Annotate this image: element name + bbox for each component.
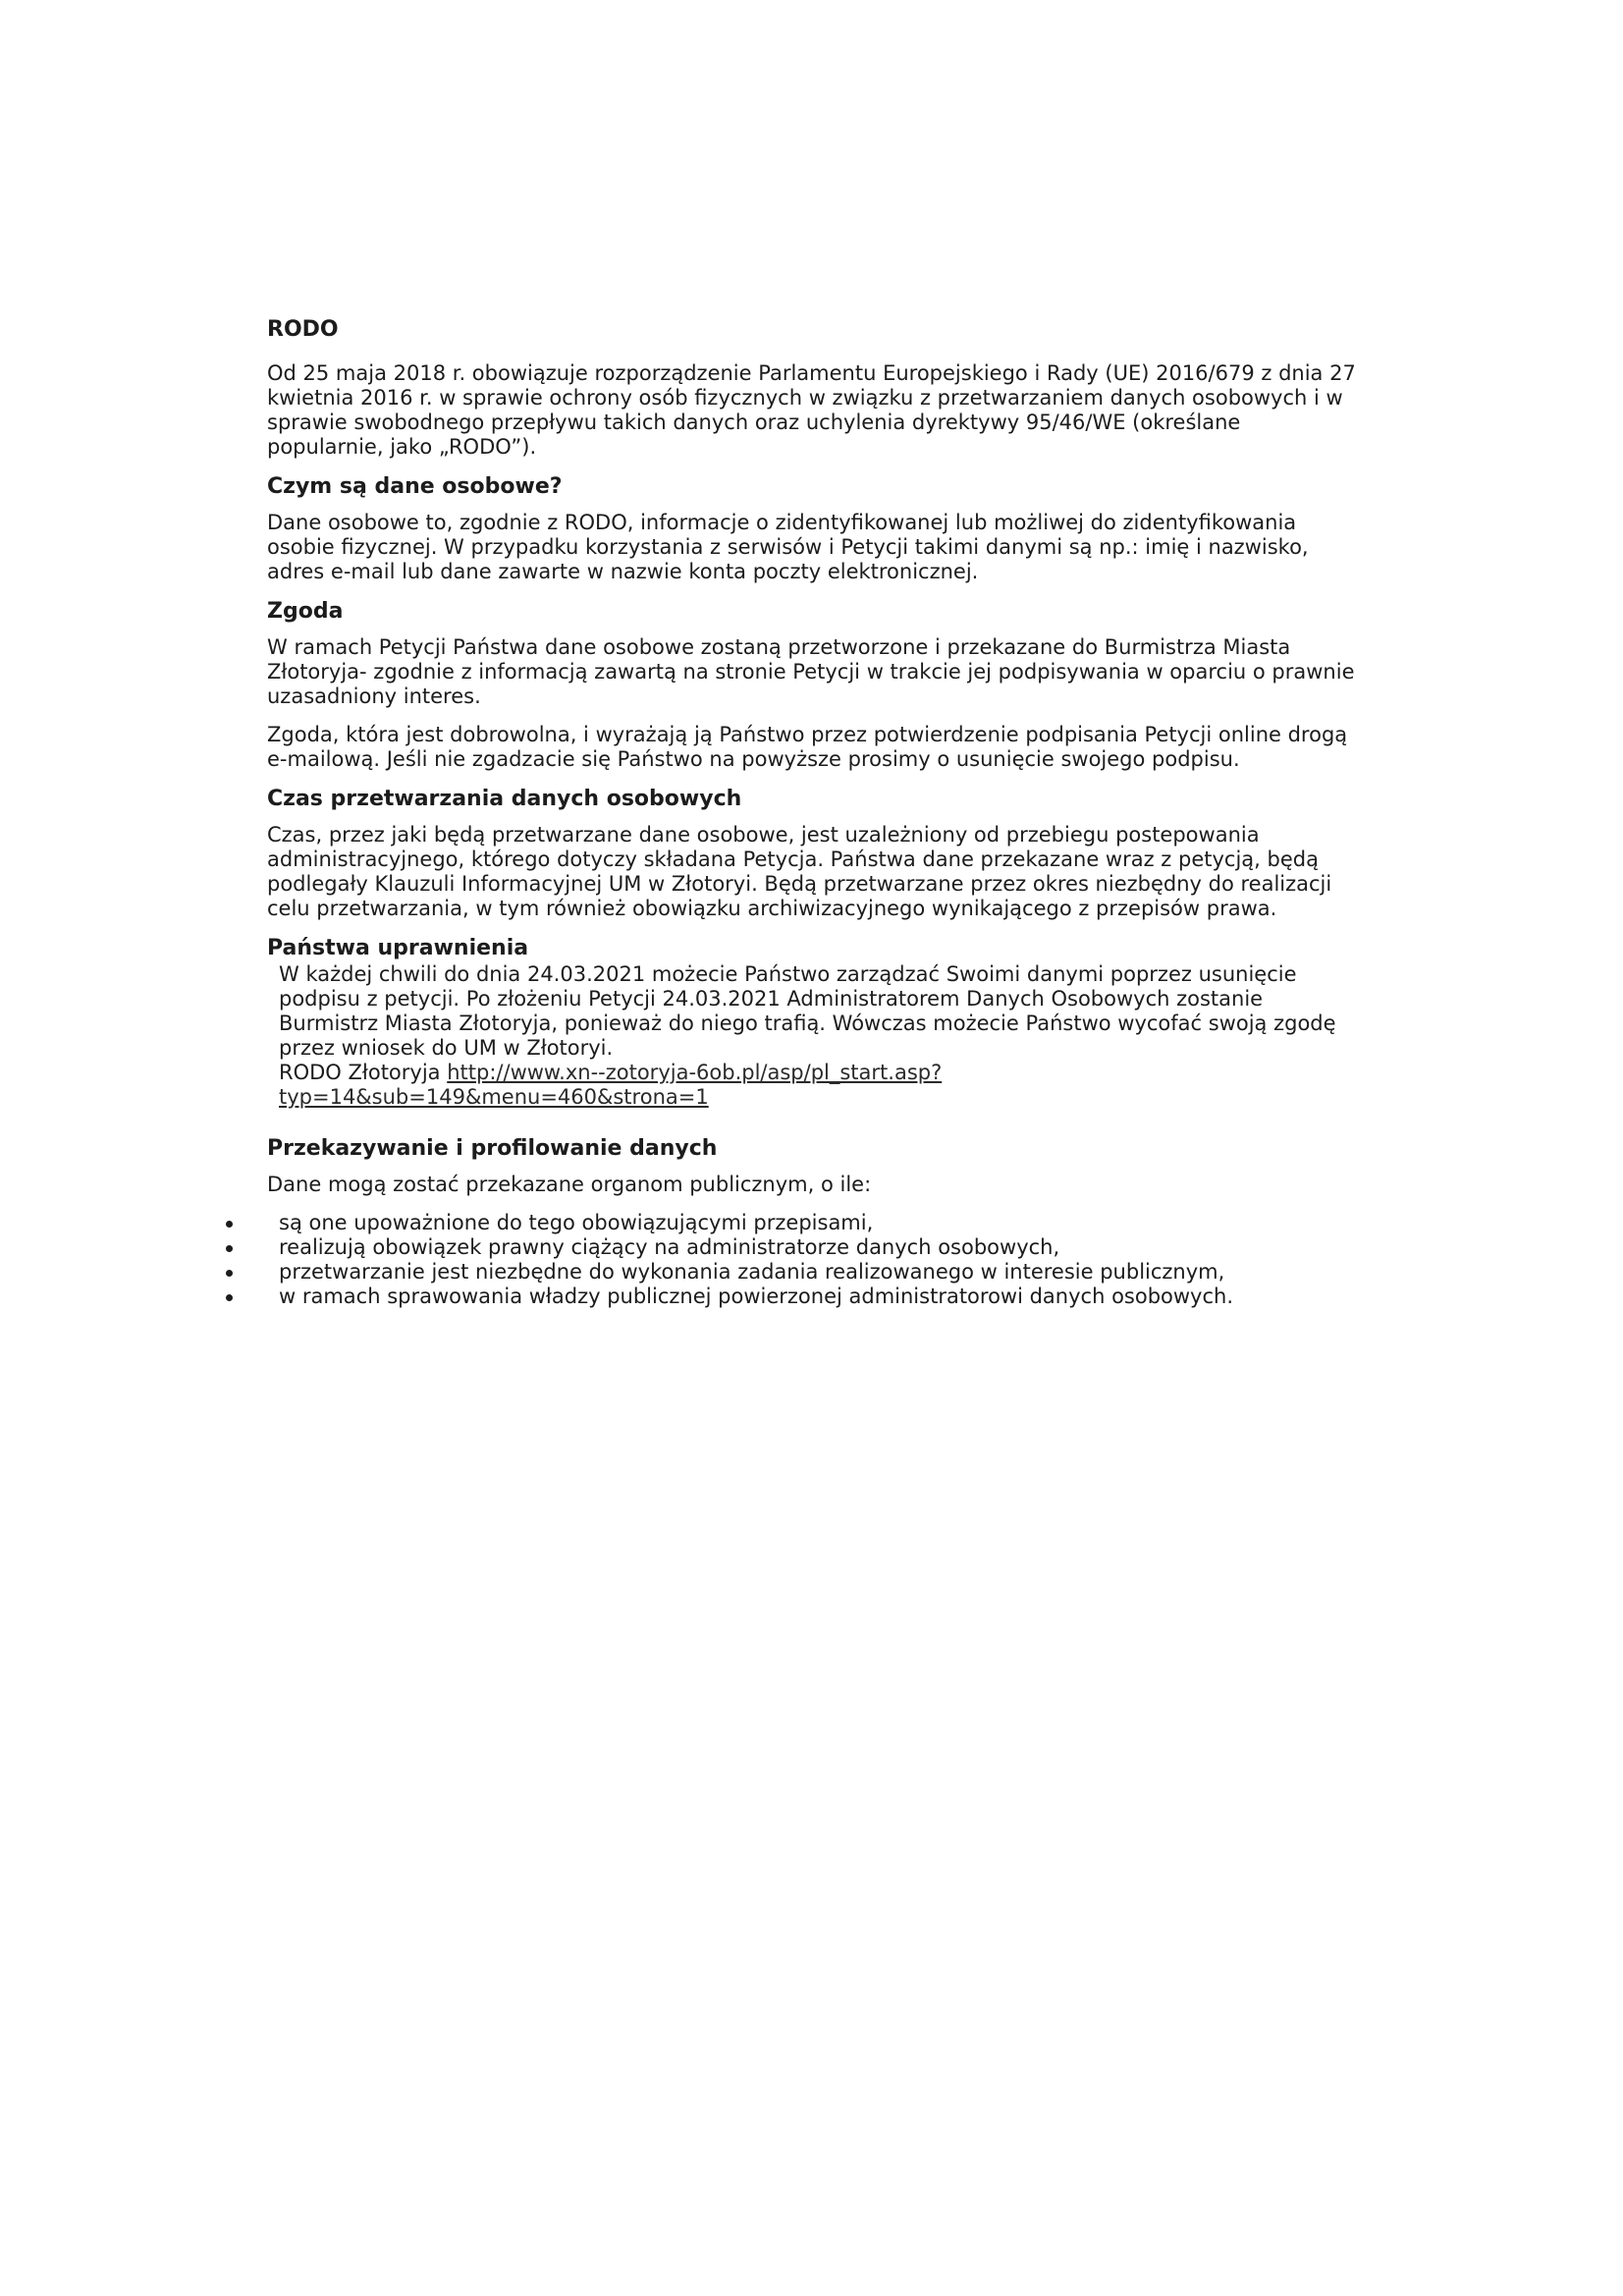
bullet-icon	[226, 1245, 233, 1252]
section-heading-transfer: Przekazywanie i profilowanie danych	[267, 1136, 718, 1161]
document-title: RODO	[267, 317, 339, 342]
section-heading-personal-data: Czym są dane osobowe?	[267, 474, 563, 499]
section-heading-rights: Państwa uprawnienia	[267, 936, 529, 960]
transfer-lead: Dane mogą zostać przekazane organom publicznym, o ile:	[267, 1173, 872, 1196]
rights-block	[267, 962, 1357, 1110]
section-heading-processing-time: Czas przetwarzania danych osobowych	[267, 787, 742, 811]
section-heading-consent: Zgoda	[267, 599, 344, 624]
rights-paragraph: W każdej chwili do dnia 24.03.2021 możecie Państwo zarządzać Swoimi danymi poprzez usunięcie podpisu z petycji. Po złożeniu Petycji 24.03.2021 Administratorem Danych Osobowych zostanie Burmistrz Miasta Złotoryja, ponieważ do niego trafią. Wówczas możecie Państwo wycofać swoją zgodę przez wniosek do UM w Złotoryi.	[279, 962, 1336, 1060]
rodo-link-line	[279, 1061, 1357, 1110]
bullet-icon	[226, 1221, 233, 1228]
bullet-icon	[226, 1270, 233, 1277]
list-item: realizują obowiązek prawny ciążący na administratorze danych osobowych,	[224, 1235, 1353, 1260]
section-paragraph: Dane osobowe to, zgodnie z RODO, informacje o zidentyfikowanej lub możliwej do zidentyfikowania osobie fizycznej. W przypadku korzystania z serwisów i Petycji takimi danymi są np.: imię i nazwisko, adres e-mail lub dane zawarte w nazwie konta poczty elektronicznej.	[267, 511, 1309, 583]
list-item: w ramach sprawowania władzy publicznej powierzonej administratorowi danych osobowych.	[224, 1285, 1353, 1309]
rodo-link[interactable]: http://www.xn--zotoryja-6ob.pl/asp/pl_start.asp?typ=14&sub=149&menu=460&strona=1	[279, 1061, 943, 1109]
list-item: są one upoważnione do tego obowiązującymi przepisami,	[224, 1211, 1353, 1235]
section-paragraph: Czas, przez jaki będą przetwarzane dane osobowe, jest uzależniony od przebiegu postepowania administracyjnego, którego dotyczy składana Petycja. Państwa dane przekazane wraz z petycją, będą podlegały Klauzuli Informacyjnej UM w Złotoryi. Będą przetwarzane przez okres niezbędny do realizacji celu przetwarzania, w tym również obowiązku archiwizacyjnego wynikającego z przepisów prawa.	[267, 823, 1332, 920]
list-item: przetwarzanie jest niezbędne do wykonania zadania realizowanego w interesie publicznym,	[224, 1260, 1353, 1285]
bullet-icon	[226, 1294, 233, 1301]
rodo-link-prefix: RODO Złotoryja	[279, 1061, 448, 1084]
document-body	[267, 316, 1357, 1211]
section-paragraph: Zgoda, która jest dobrowolna, i wyrażają ją Państwo przez potwierdzenie podpisania Petycji online drogą e-mailową. Jeśli nie zgadzacie się Państwo na powyższe prosimy o usunięcie swojego podpisu.	[267, 723, 1348, 771]
section-paragraph: W ramach Petycji Państwa dane osobowe zostaną przetworzone i przekazane do Burmistrza Miasta Złotoryja- zgodnie z informacją zawartą na stronie Petycji w trakcie jej podpisywania w oparciu o prawnie uzasadniony interes.	[267, 635, 1355, 708]
intro-paragraph: Od 25 maja 2018 r. obowiązuje rozporządzenie Parlamentu Europejskiego i Rady (UE) 2016/679 z dnia 27 kwietnia 2016 r. w sprawie ochrony osób fizycznych w związku z przetwarzaniem danych osobowych i w sprawie swobodnego przepływu takich danych oraz uchylenia dyrektywy 95/46/WE (określane popularnie, jako „RODO”).	[267, 361, 1356, 459]
transfer-list	[224, 1211, 1353, 1309]
